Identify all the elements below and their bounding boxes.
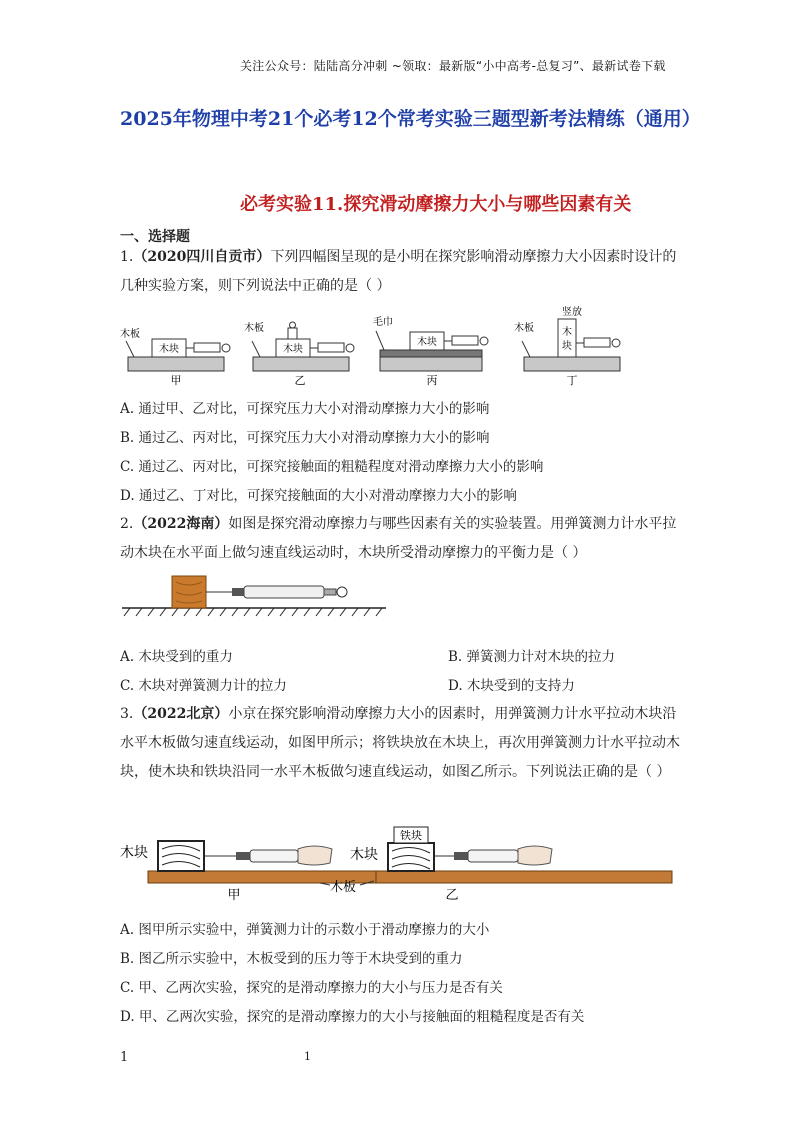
experiment-subtitle: 必考实验11.探究滑动摩擦力大小与哪些因素有关 [240, 194, 632, 215]
label-yi: 乙 [445, 888, 459, 903]
header-note: 关注公众号：陆陆高分冲刺 ~领取：最新版“小中高考-总复习”、最新试卷下载 [240, 59, 666, 73]
label-block: 木块 [120, 845, 148, 861]
page-number-left: 1 [120, 1050, 129, 1065]
label-block: 木块 [417, 337, 437, 348]
option-b: B. 图乙所示实验中，木板受到的压力等于木块受到的重力 [120, 951, 463, 967]
label-towel: 毛巾 [373, 317, 393, 328]
figure-q2 [120, 572, 390, 622]
question-source: （2020四川自贡市） [133, 249, 271, 265]
label-vertical: 竖放 [562, 307, 582, 318]
label-yi: 乙 [294, 374, 306, 387]
question-number: 1. [120, 249, 134, 265]
question-number: 3. [120, 706, 134, 722]
label-jia: 甲 [227, 888, 241, 903]
label-jia: 甲 [170, 374, 182, 387]
option-a: A. 图甲所示实验中，弹簧测力计的示数小于滑动摩擦力的大小 [120, 922, 490, 938]
figure-q3 [118, 823, 678, 909]
figure-yi [244, 321, 354, 387]
option-c: C. 木块对弹簧测力计的拉力 [120, 678, 287, 694]
question-3 [120, 700, 680, 787]
label-ding: 丁 [566, 374, 578, 387]
label-board: 木板 [120, 329, 140, 340]
question-stem: 下列四幅图呈现的是小明在探究影响滑动摩擦力大小因素时设计的几种实验方案，则下列说法中正确的是（ ） [120, 249, 677, 294]
label-piece: 块 [562, 341, 572, 352]
question-number: 2. [120, 516, 134, 532]
figure-bing [373, 315, 488, 387]
question-2 [120, 510, 680, 568]
label-block: 木块 [283, 344, 303, 355]
page-number-center: 1 [304, 1050, 311, 1063]
label-block: 木块 [159, 344, 179, 355]
question-stem: 如图是探究滑动摩擦力与哪些因素有关的实验装置。用弹簧测力计水平拉动木块在水平面上做匀速直线运动时，木块所受滑动摩擦力的平衡力是（ ） [120, 516, 677, 561]
question-stem: 小京在探究影响滑动摩擦力大小的因素时，用弹簧测力计水平拉动木块沿水平木板做匀速直线运动，如图甲所示；将铁块放在木块上，再次用弹簧测力计水平拉动木块，使木块和铁块沿同一水平木板做匀速直线运动，如图乙所示。下列说法正确的是（ ） [120, 706, 680, 780]
option-b: B. 通过乙、丙对比，可探究压力大小对滑动摩擦力大小的影响 [120, 430, 490, 446]
label-board: 木板 [514, 323, 534, 334]
option-d: D. 木块受到的支持力 [448, 678, 575, 694]
page-title: 2025年物理中考21个必考12个常考实验三题型新考法精练（通用） [120, 108, 701, 130]
figure-ding [514, 305, 620, 387]
figure-yi [350, 827, 672, 903]
option-d: D. 通过乙、丁对比，可探究接触面的大小对滑动摩擦力大小的影响 [120, 488, 517, 504]
option-d: D. 甲、乙两次实验，探究的是滑动摩擦力的大小与接触面的粗糙程度是否有关 [120, 1009, 585, 1025]
figure-jia [120, 327, 230, 387]
question-source: （2022海南） [133, 516, 229, 532]
label-bing: 丙 [426, 374, 438, 387]
question-1 [120, 243, 680, 301]
section-heading: 一、选择题 [120, 229, 190, 245]
label-board: 木板 [330, 880, 357, 895]
option-b: B. 弹簧测力计对木块的拉力 [448, 649, 616, 665]
option-a: A. 通过甲、乙对比，可探究压力大小对滑动摩擦力大小的影响 [120, 401, 490, 417]
label-board: 木板 [244, 323, 264, 334]
option-c: C. 甲、乙两次实验，探究的是滑动摩擦力的大小与压力是否有关 [120, 980, 503, 996]
option-c: C. 通过乙、丙对比，可探究接触面的粗糙程度对滑动摩擦力大小的影响 [120, 459, 544, 475]
figure-q1 [118, 305, 698, 390]
question-source: （2022北京） [133, 706, 229, 722]
label-wood: 木 [562, 327, 572, 338]
label-iron: 铁块 [400, 829, 422, 842]
option-a: A. 木块受到的重力 [120, 649, 233, 665]
label-block: 木块 [350, 847, 378, 863]
